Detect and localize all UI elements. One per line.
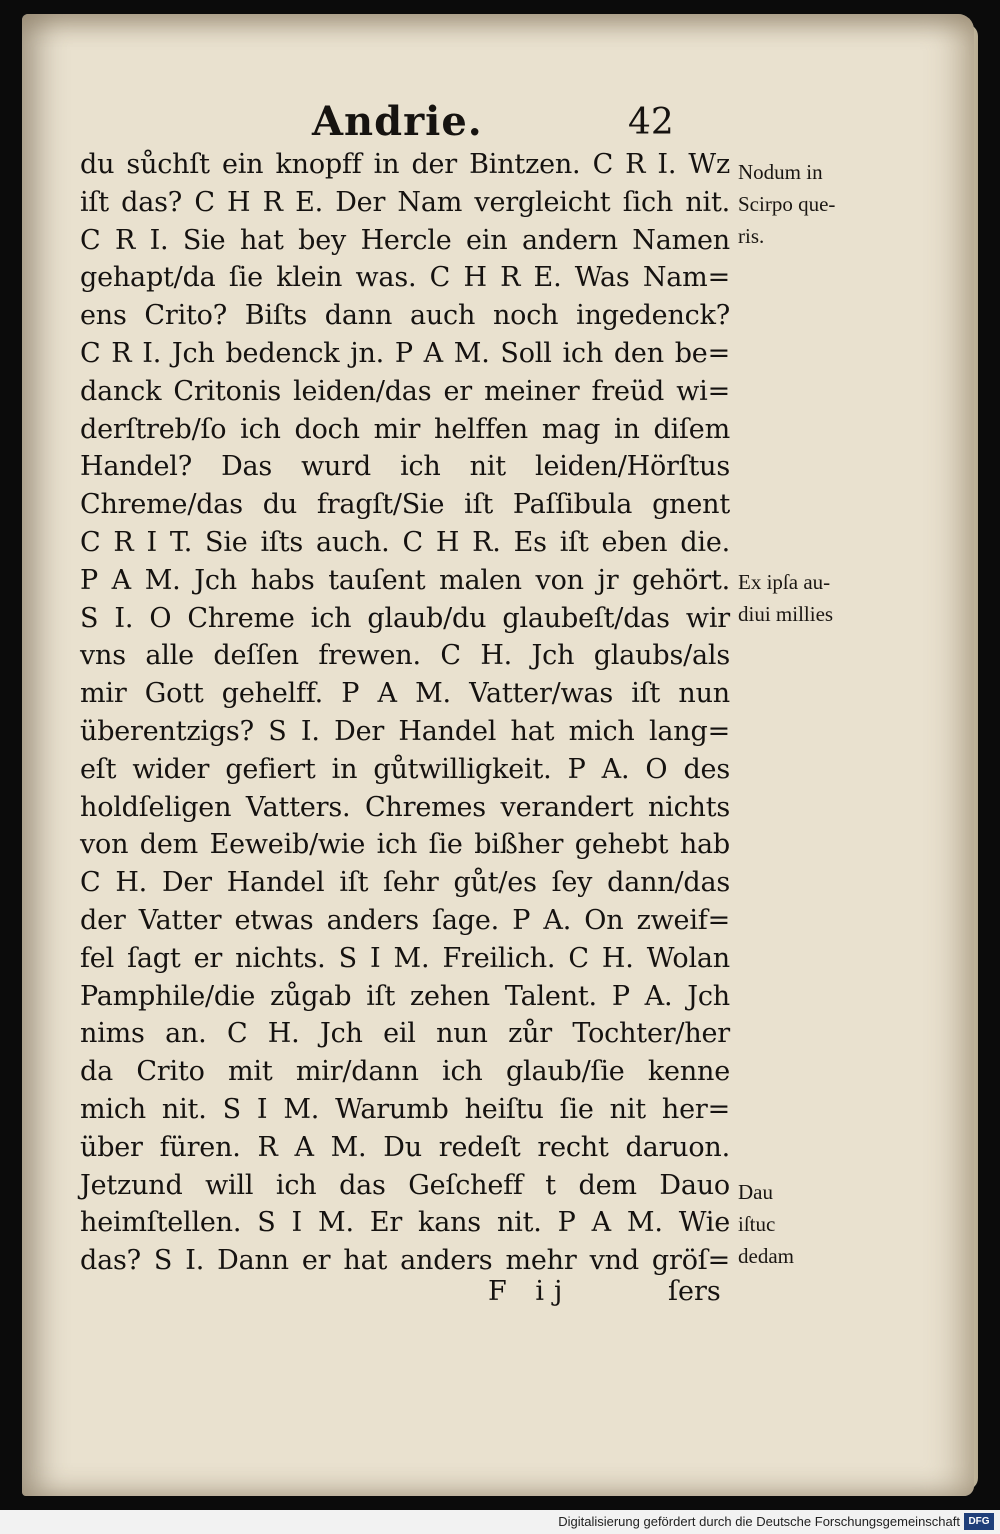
marginal-line: Scirpo que-	[738, 192, 836, 216]
text-line: über füren. R A M. Du redeſt recht daruon.	[80, 1131, 730, 1163]
text-line: vns alle deſſen frewen. C H. Jch glaubs/als	[80, 640, 730, 672]
marginal-line: Dau	[738, 1180, 773, 1204]
text-line: Chreme/das du fragſt/Sie iſt Paſſibula gnent	[80, 489, 730, 521]
catchword: ſers	[668, 1276, 721, 1307]
text-line: überentzigs? S I. Der Handel hat mich lang=	[80, 715, 730, 747]
main-text-block	[80, 146, 730, 1280]
marginal-line: diui millies	[738, 602, 834, 626]
marginal-line: Nodum in	[738, 160, 823, 184]
text-line: heimſtellen. S I M. Er kans nit. P A M. Wie	[80, 1207, 730, 1239]
signature-mark: F ij	[488, 1276, 573, 1307]
funding-credit: Digitalisierung gefördert durch die Deutsche Forschungsgemeinschaft	[558, 1514, 960, 1529]
text-line: gehapt/da ſie klein was. C H R E. Was Nam=	[80, 262, 730, 294]
text-line: du sůchſt ein knopff in der Bintzen. C R I. Wz	[80, 149, 730, 180]
running-head: Andrie.	[312, 98, 483, 145]
marginal-line: Ex ipſa au-	[738, 570, 831, 594]
credit-bar	[0, 1510, 1000, 1534]
marginal-line: dedam	[738, 1244, 794, 1268]
text-line: mich nit. S I M. Warumb heiſtu ſie nit her=	[80, 1093, 730, 1125]
text-line: ens Crito? Biſts dann auch noch ingedenck?	[80, 300, 730, 332]
text-line: holdſeligen Vatters. Chremes verandert nichts	[80, 791, 730, 823]
marginal-line: iſtuc	[738, 1212, 776, 1236]
text-line: der Vatter etwas anders ſage. P A. On zweif=	[80, 904, 730, 936]
marginal-note-3	[738, 1176, 878, 1272]
text-line: danck Critonis leiden/das er meiner freüd wi=	[80, 375, 730, 407]
marginal-note-1	[738, 156, 878, 252]
text-line: Handel? Das wurd ich nit leiden/Hörſtus	[80, 451, 730, 483]
text-line: C R I T. Sie iſts auch. C H R. Es iſt eben die.	[80, 526, 730, 558]
text-line: fel ſagt er nichts. S I M. Freilich. C H. Wolan	[80, 942, 730, 974]
dfg-logo-icon: DFG	[964, 1513, 994, 1530]
page-footer	[0, 1276, 1000, 1316]
text-line: nims an. C H. Jch eil nun zůr Tochter/her	[80, 1018, 730, 1050]
text-line: C H. Der Handel iſt ſehr gůt/es ſey dann/das	[80, 867, 730, 899]
folio-number: 42	[628, 102, 674, 143]
text-line: C R I. Sie hat bey Hercle ein andern Namen	[80, 224, 730, 256]
text-line: mir Gott gehelff. P A M. Vatter/was iſt nun	[80, 678, 730, 710]
text-line: von dem Eeweib/wie ich ſie bißher gehebt hab	[80, 829, 730, 861]
text-line: P A M. Jch habs tauſent malen von jr gehört.	[80, 564, 730, 596]
text-line: C R I. Jch bedenck jn. P A M. Soll ich den be=	[80, 337, 730, 369]
text-line: Pamphile/die zůgab iſt zehen Talent. P A. Jch	[80, 980, 730, 1012]
text-line: iſt das? C H R E. Der Nam vergleicht ſich nit.	[80, 186, 730, 218]
marginal-line: ris.	[738, 224, 765, 248]
text-line: da Crito mit mir/dann ich glaub/ſie kenne	[80, 1056, 730, 1088]
text-line: das? S I. Dann er hat anders mehr vnd gröſ=	[80, 1245, 730, 1277]
text-line: Jetzund will ich das Geſcheff t dem Dauo	[80, 1169, 730, 1201]
page-header	[0, 98, 1000, 148]
text-line: eſt wider gefiert in gůtwilligkeit. P A. O des	[80, 753, 730, 785]
text-line: S I. O Chreme ich glaub/du glaubeſt/das wir	[80, 602, 730, 634]
text-line: derſtreb/ſo ich doch mir helffen mag in diſem	[80, 413, 730, 445]
marginal-note-2	[738, 566, 878, 630]
